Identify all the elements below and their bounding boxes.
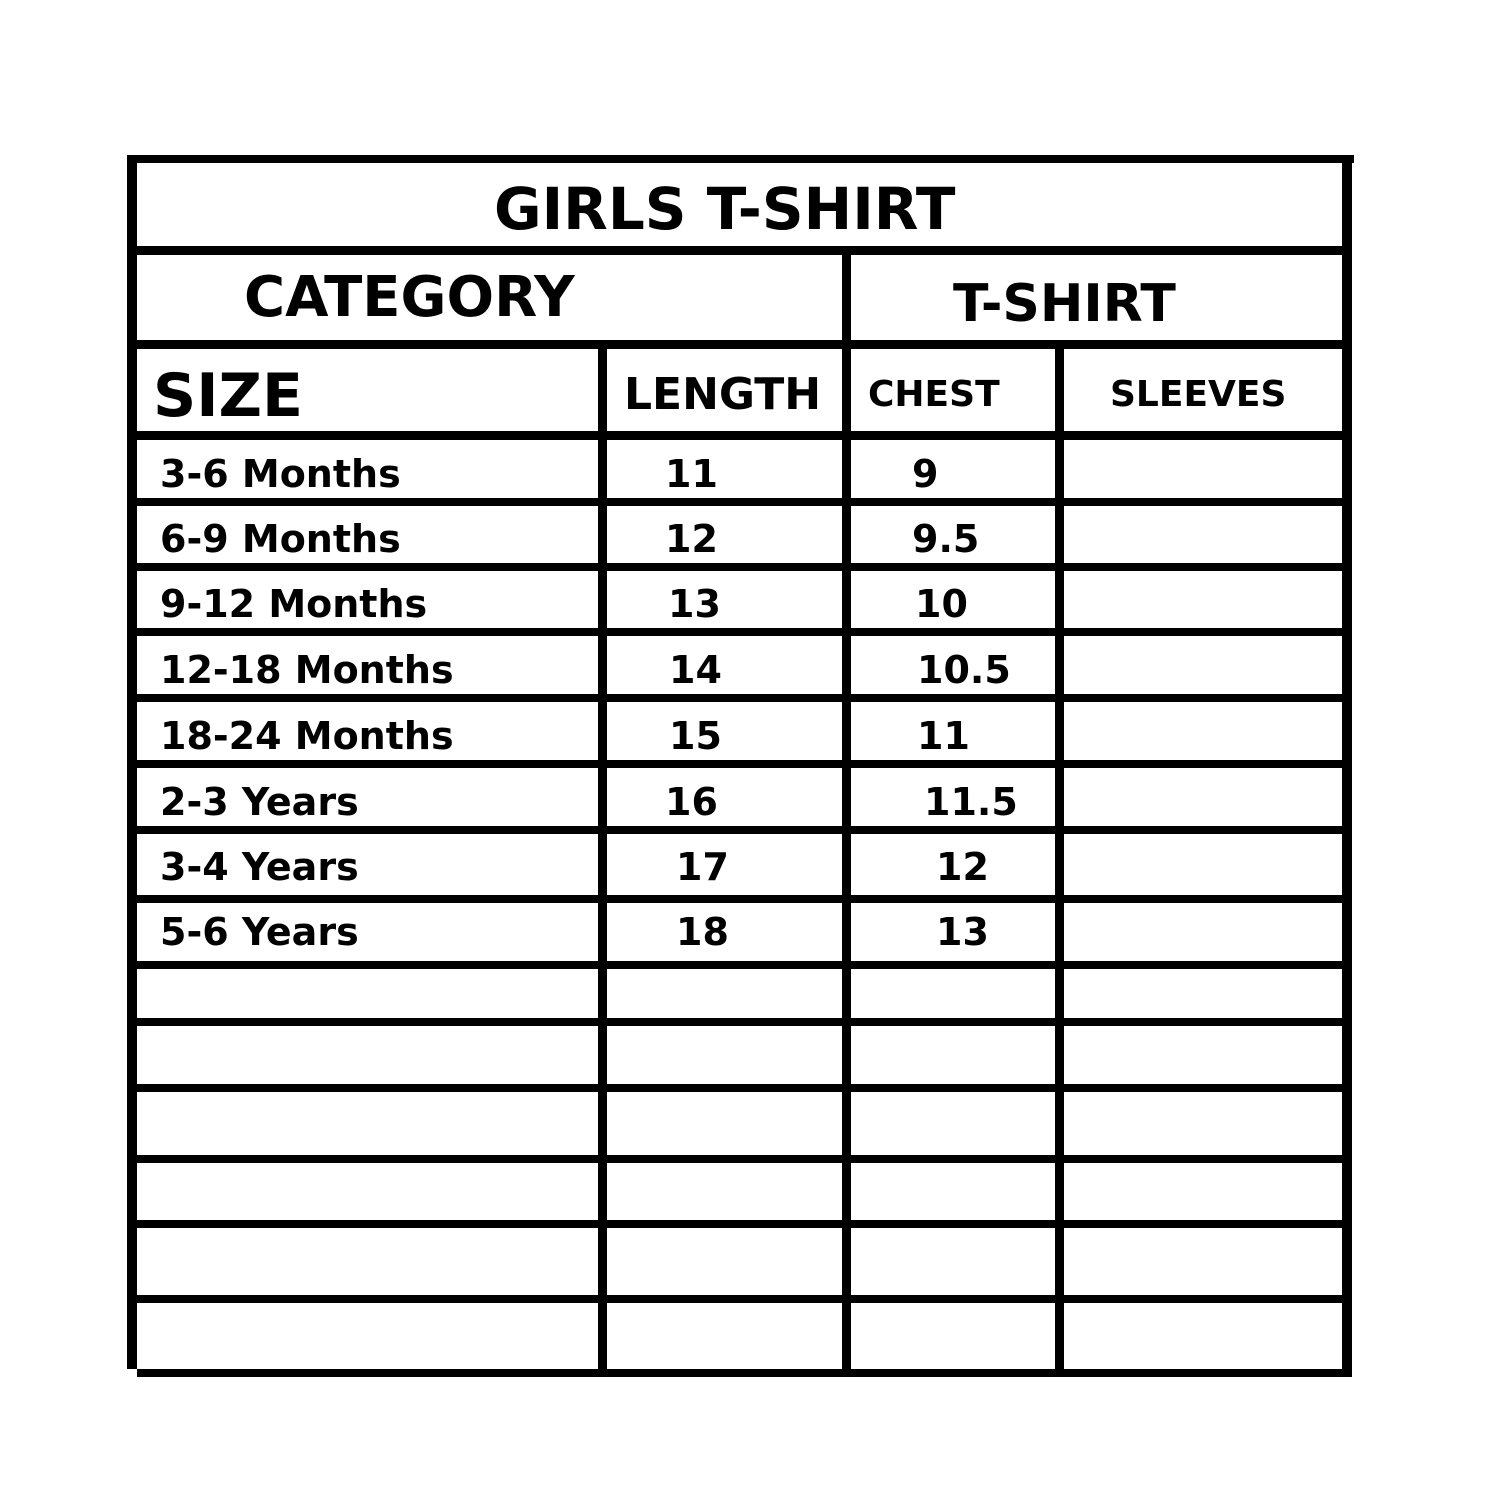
chest-cell: 9 (912, 452, 939, 496)
tshirt-header: T-SHIRT (953, 274, 1176, 334)
length-cell: 15 (669, 714, 722, 758)
rule-row (131, 895, 1352, 903)
size-cell: 2-3 Years (160, 780, 359, 824)
length-cell: 13 (668, 582, 721, 626)
rule-row (131, 826, 1352, 834)
rule-row (131, 628, 1352, 636)
chest-column-header: CHEST (868, 374, 1000, 415)
length-cell: 14 (669, 648, 722, 692)
size-cell: 3-4 Years (160, 845, 359, 889)
col-divider-sleeves (1055, 343, 1064, 1369)
rule-row (131, 1018, 1352, 1026)
category-header: CATEGORY (244, 265, 575, 330)
chest-cell: 9.5 (912, 517, 980, 561)
border-top (127, 155, 1354, 163)
length-cell: 18 (676, 910, 729, 954)
size-cell: 5-6 Years (160, 910, 359, 954)
col-divider-length (598, 343, 607, 1369)
rule-row (131, 1295, 1352, 1303)
size-cell: 9-12 Months (160, 582, 428, 626)
chest-cell: 13 (936, 910, 989, 954)
size-cell: 12-18 Months (160, 648, 454, 692)
length-cell: 12 (665, 517, 718, 561)
size-column-header: SIZE (153, 361, 304, 431)
length-cell: 17 (676, 845, 729, 889)
rule-row (131, 1155, 1352, 1163)
table-title: GIRLS T-SHIRT (494, 175, 956, 243)
border-bottom (137, 1369, 1352, 1377)
rule-row (131, 498, 1352, 506)
chest-cell: 11.5 (924, 780, 1018, 824)
rule-row (131, 1220, 1352, 1228)
chest-cell: 10 (915, 582, 968, 626)
sleeves-column-header: SLEEVES (1110, 374, 1287, 415)
col-divider-tshirt (842, 255, 851, 1369)
rule-title (131, 246, 1352, 255)
chest-cell: 10.5 (917, 648, 1011, 692)
rule-category (131, 340, 1352, 349)
rule-row (131, 563, 1352, 571)
chest-cell: 11 (917, 714, 970, 758)
length-column-header: LENGTH (624, 369, 822, 420)
rule-columns (131, 431, 1352, 440)
chest-cell: 12 (936, 845, 989, 889)
rule-row (131, 760, 1352, 768)
length-cell: 16 (665, 780, 718, 824)
size-cell: 6-9 Months (160, 517, 401, 561)
rule-row (131, 694, 1352, 702)
length-cell: 11 (665, 452, 718, 496)
rule-row (131, 961, 1352, 969)
size-cell: 18-24 Months (160, 714, 454, 758)
size-cell: 3-6 Months (160, 452, 401, 496)
rule-row (131, 1084, 1352, 1092)
